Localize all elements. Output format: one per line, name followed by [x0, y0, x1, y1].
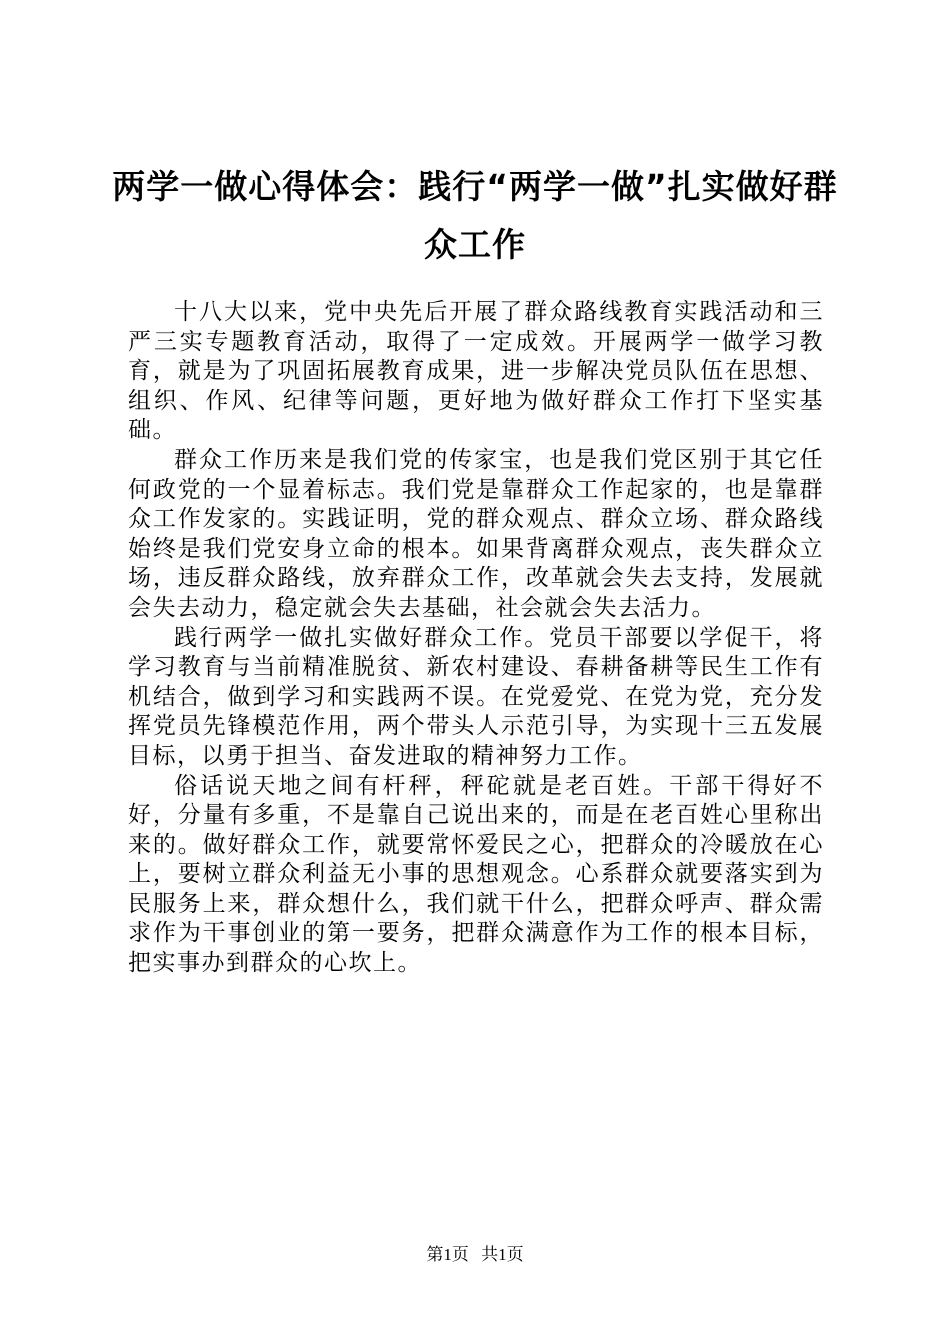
- page-footer: [0, 1244, 950, 1266]
- paragraph-4: 俗话说天地之间有杆秤，秤砣就是老百姓。干部干得好不好，分量有多重，不是靠自己说出来的，而是在老百姓心里称出来的。做好群众工作，就要常怀爱民之心，把群众的冷暖放在心上，要树立群众利益无小事的思想观念。心系群众就要落实到为民服务上来，群众想什么，我们就干什么，把群众呼声、群众需求作为干事创业的第一要务，把群众满意作为工作的根本目标，把实事办到群众的心坎上。: [128, 772, 824, 977]
- document-title: 两学一做心得体会：践行“两学一做”扎实做好群众工作: [112, 167, 838, 264]
- paragraph-1: 十八大以来，党中央先后开展了群众路线教育实践活动和三严三实专题教育活动，取得了一定成效。开展两学一做学习教育，就是为了巩固拓展教育成果，进一步解决党员队伍在思想、组织、作风、纪律等问题，更好地为做好群众工作打下坚实基础。: [128, 299, 824, 444]
- paragraph-2: 群众工作历来是我们党的传家宝，也是我们党区别于其它任何政党的一个显着标志。我们党是靠群众工作起家的，也是靠群众工作发家的。实践证明，党的群众观点、群众立场、群众路线始终是我们党安身立命的根本。如果背离群众观点，丧失群众立场，违反群众路线，放弃群众工作，改革就会失去支持，发展就会失去动力，稳定就会失去基础，社会就会失去活力。: [128, 446, 824, 621]
- page-number: 第1页: [426, 1245, 469, 1264]
- page-total: 共1页: [481, 1245, 524, 1264]
- document-body: [128, 298, 824, 979]
- paragraph-3: 践行两学一做扎实做好群众工作。党员干部要以学促干，将学习教育与当前精准脱贫、新农村建设、春耕备耕等民生工作有机结合，做到学习和实践两不误。在党爱党、在党为党，充分发挥党员先锋模范作用，两个带头人示范引导，为实现十三五发展目标，以勇于担当、奋发进取的精神努力工作。: [128, 624, 824, 769]
